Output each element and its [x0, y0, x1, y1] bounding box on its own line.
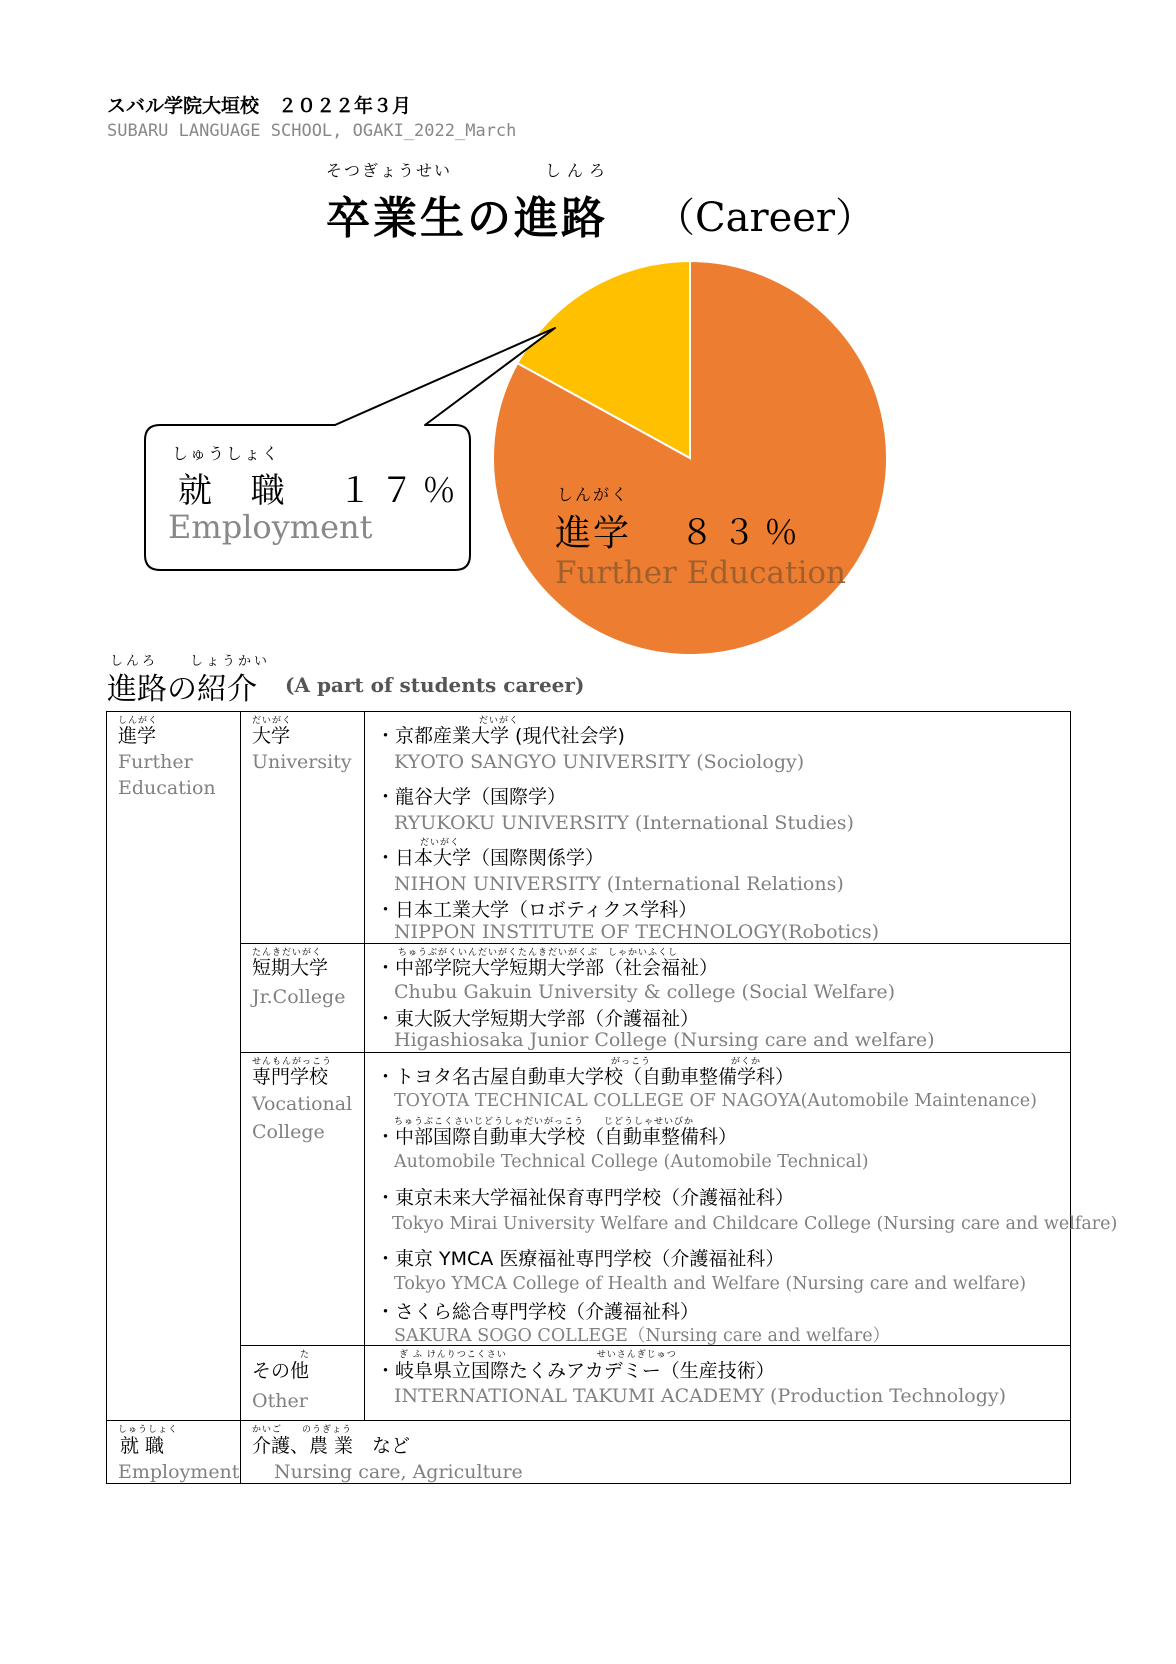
employment-label-english: Employment	[168, 508, 373, 546]
further-education-percent: ８３％	[680, 513, 806, 553]
title-ruby-career: しんろ	[545, 161, 612, 180]
list-item-en: Chubu Gakuin University & college (Social Welfare)	[394, 981, 895, 1003]
vocational-label: 専門学校	[252, 1066, 329, 1088]
university-en: University	[252, 751, 352, 773]
section-title-ruby: しんろ しょうかい	[110, 654, 271, 669]
list-item: ・中部学院大学短期大学部（社会福祉）	[376, 957, 719, 979]
section-title: 進路の紹介	[107, 672, 257, 707]
list-item: ・トヨタ名古屋自動車大学校（自動車整備学科）	[376, 1066, 795, 1088]
page-title-english: （Career）	[655, 195, 876, 241]
list-item: ・岐阜県立国際たくみアカデミー（生産技術）	[376, 1360, 775, 1382]
list-item-en: KYOTO SANGYO UNIVERSITY (Sociology)	[394, 751, 805, 773]
list-item: ・東大阪大学短期大学部（介護福祉）	[376, 1008, 700, 1030]
list-item: ・日本工業大学（ロボティクス学科）	[376, 899, 698, 921]
list-item-ruby: ちゅうぶこくさいじどうしゃだいがっこう じどうしゃせいびか	[394, 1117, 695, 1127]
list-item: ・東京 YMCA 医療福祉専門学校（介護福祉科）	[376, 1248, 785, 1270]
page-title: 卒業生の進路	[326, 193, 608, 244]
employment-ruby: しゅうしょく	[172, 444, 281, 463]
list-item: ・京都産業大学 (現代社会学)	[376, 725, 625, 747]
list-item-en: Automobile Technical College (Automobile Technical)	[394, 1152, 869, 1172]
employment-detail: 介護、農 業 など	[252, 1435, 411, 1457]
university-label: 大学	[252, 725, 291, 747]
jrcollege-en: Jr.College	[252, 986, 346, 1008]
school-name-english: SUBARU LANGUAGE SCHOOL, OGAKI_2022_March	[107, 121, 517, 141]
further-ruby: しんがく	[118, 716, 159, 726]
university-ruby: だいがく	[252, 716, 293, 726]
list-item-ruby: だいがく	[479, 716, 520, 726]
list-item-en: NIHON UNIVERSITY (International Relations)	[394, 873, 844, 895]
vocational-en-1: Vocational	[252, 1093, 353, 1115]
list-item-en: INTERNATIONAL TAKUMI ACADEMY (Production Technology)	[394, 1385, 1007, 1407]
list-item-en: Tokyo YMCA College of Health and Welfare (Nursing care and welfare)	[394, 1274, 1027, 1294]
list-item-ruby: がっこう がくか	[611, 1057, 762, 1067]
vocational-en-2: College	[252, 1121, 325, 1143]
list-item-en: TOYOTA TECHNICAL COLLEGE OF NAGOYA(Automobile Maintenance)	[394, 1091, 1037, 1111]
further-education-label-english: Further Education	[555, 555, 847, 591]
list-item-en: NIPPON INSTITUTE OF TECHNOLOGY(Robotics)	[394, 921, 880, 943]
further-label: 進学	[118, 725, 157, 747]
list-item-en: Higashiosaka Junior College (Nursing care and welfare)	[394, 1029, 935, 1051]
list-item: ・日本大学（国際関係学）	[376, 847, 605, 869]
other-en: Other	[252, 1390, 308, 1412]
list-item-en: Tokyo Mirai University Welfare and Childcare College (Nursing care and welfare)	[392, 1214, 1118, 1234]
vocational-ruby: せんもんがっこう	[252, 1057, 333, 1067]
jrcollege-label: 短期大学	[252, 957, 329, 979]
other-ruby: た	[300, 1350, 311, 1360]
list-item: ・中部国際自動車大学校（自動車整備科）	[376, 1126, 738, 1148]
employment-label: 就 職	[120, 1435, 165, 1457]
further-education-ruby: しんがく	[557, 485, 630, 504]
further-education-label: 進学	[555, 513, 632, 554]
list-item-ruby: ちゅうぶがくいんだいがくたんきだいがくぶ しゃかいふくし	[398, 948, 679, 958]
list-item: ・さくら総合専門学校（介護福祉科）	[376, 1301, 700, 1323]
employment-detail-ruby: かいご のうぎょう	[252, 1425, 353, 1435]
list-item-ruby: だいがく	[420, 838, 461, 848]
employment-label: 就 職	[178, 471, 299, 511]
school-name: スバル学院大垣校 ２０２２年３月	[107, 95, 412, 117]
employment-ruby: しゅうしょく	[118, 1425, 179, 1435]
list-item: ・龍谷大学（国際学）	[376, 786, 567, 808]
list-item-ruby: ぎ ふ けんりつこくさい せいさんぎじゅつ	[399, 1350, 677, 1360]
career-table	[106, 711, 1118, 1484]
title-ruby-graduates: そつぎょうせい	[326, 161, 453, 180]
jrcollege-ruby: たんきだいがく	[252, 948, 323, 958]
list-item: ・東京未来大学福祉保育専門学校（介護福祉科）	[376, 1187, 795, 1209]
employment-percent: １７％	[338, 471, 464, 511]
employment-en: Employment	[118, 1461, 240, 1483]
further-en-1: Further	[118, 751, 193, 773]
further-en-2: Education	[118, 777, 216, 799]
other-label: その他	[252, 1360, 310, 1382]
employment-detail-en: Nursing care, Agriculture	[274, 1461, 523, 1483]
section-subtitle: (A part of students career)	[285, 673, 585, 697]
list-item-en: SAKURA SOGO COLLEGE（Nursing care and welfare）	[394, 1326, 891, 1346]
list-item-en: RYUKOKU UNIVERSITY (International Studies)	[394, 812, 854, 834]
